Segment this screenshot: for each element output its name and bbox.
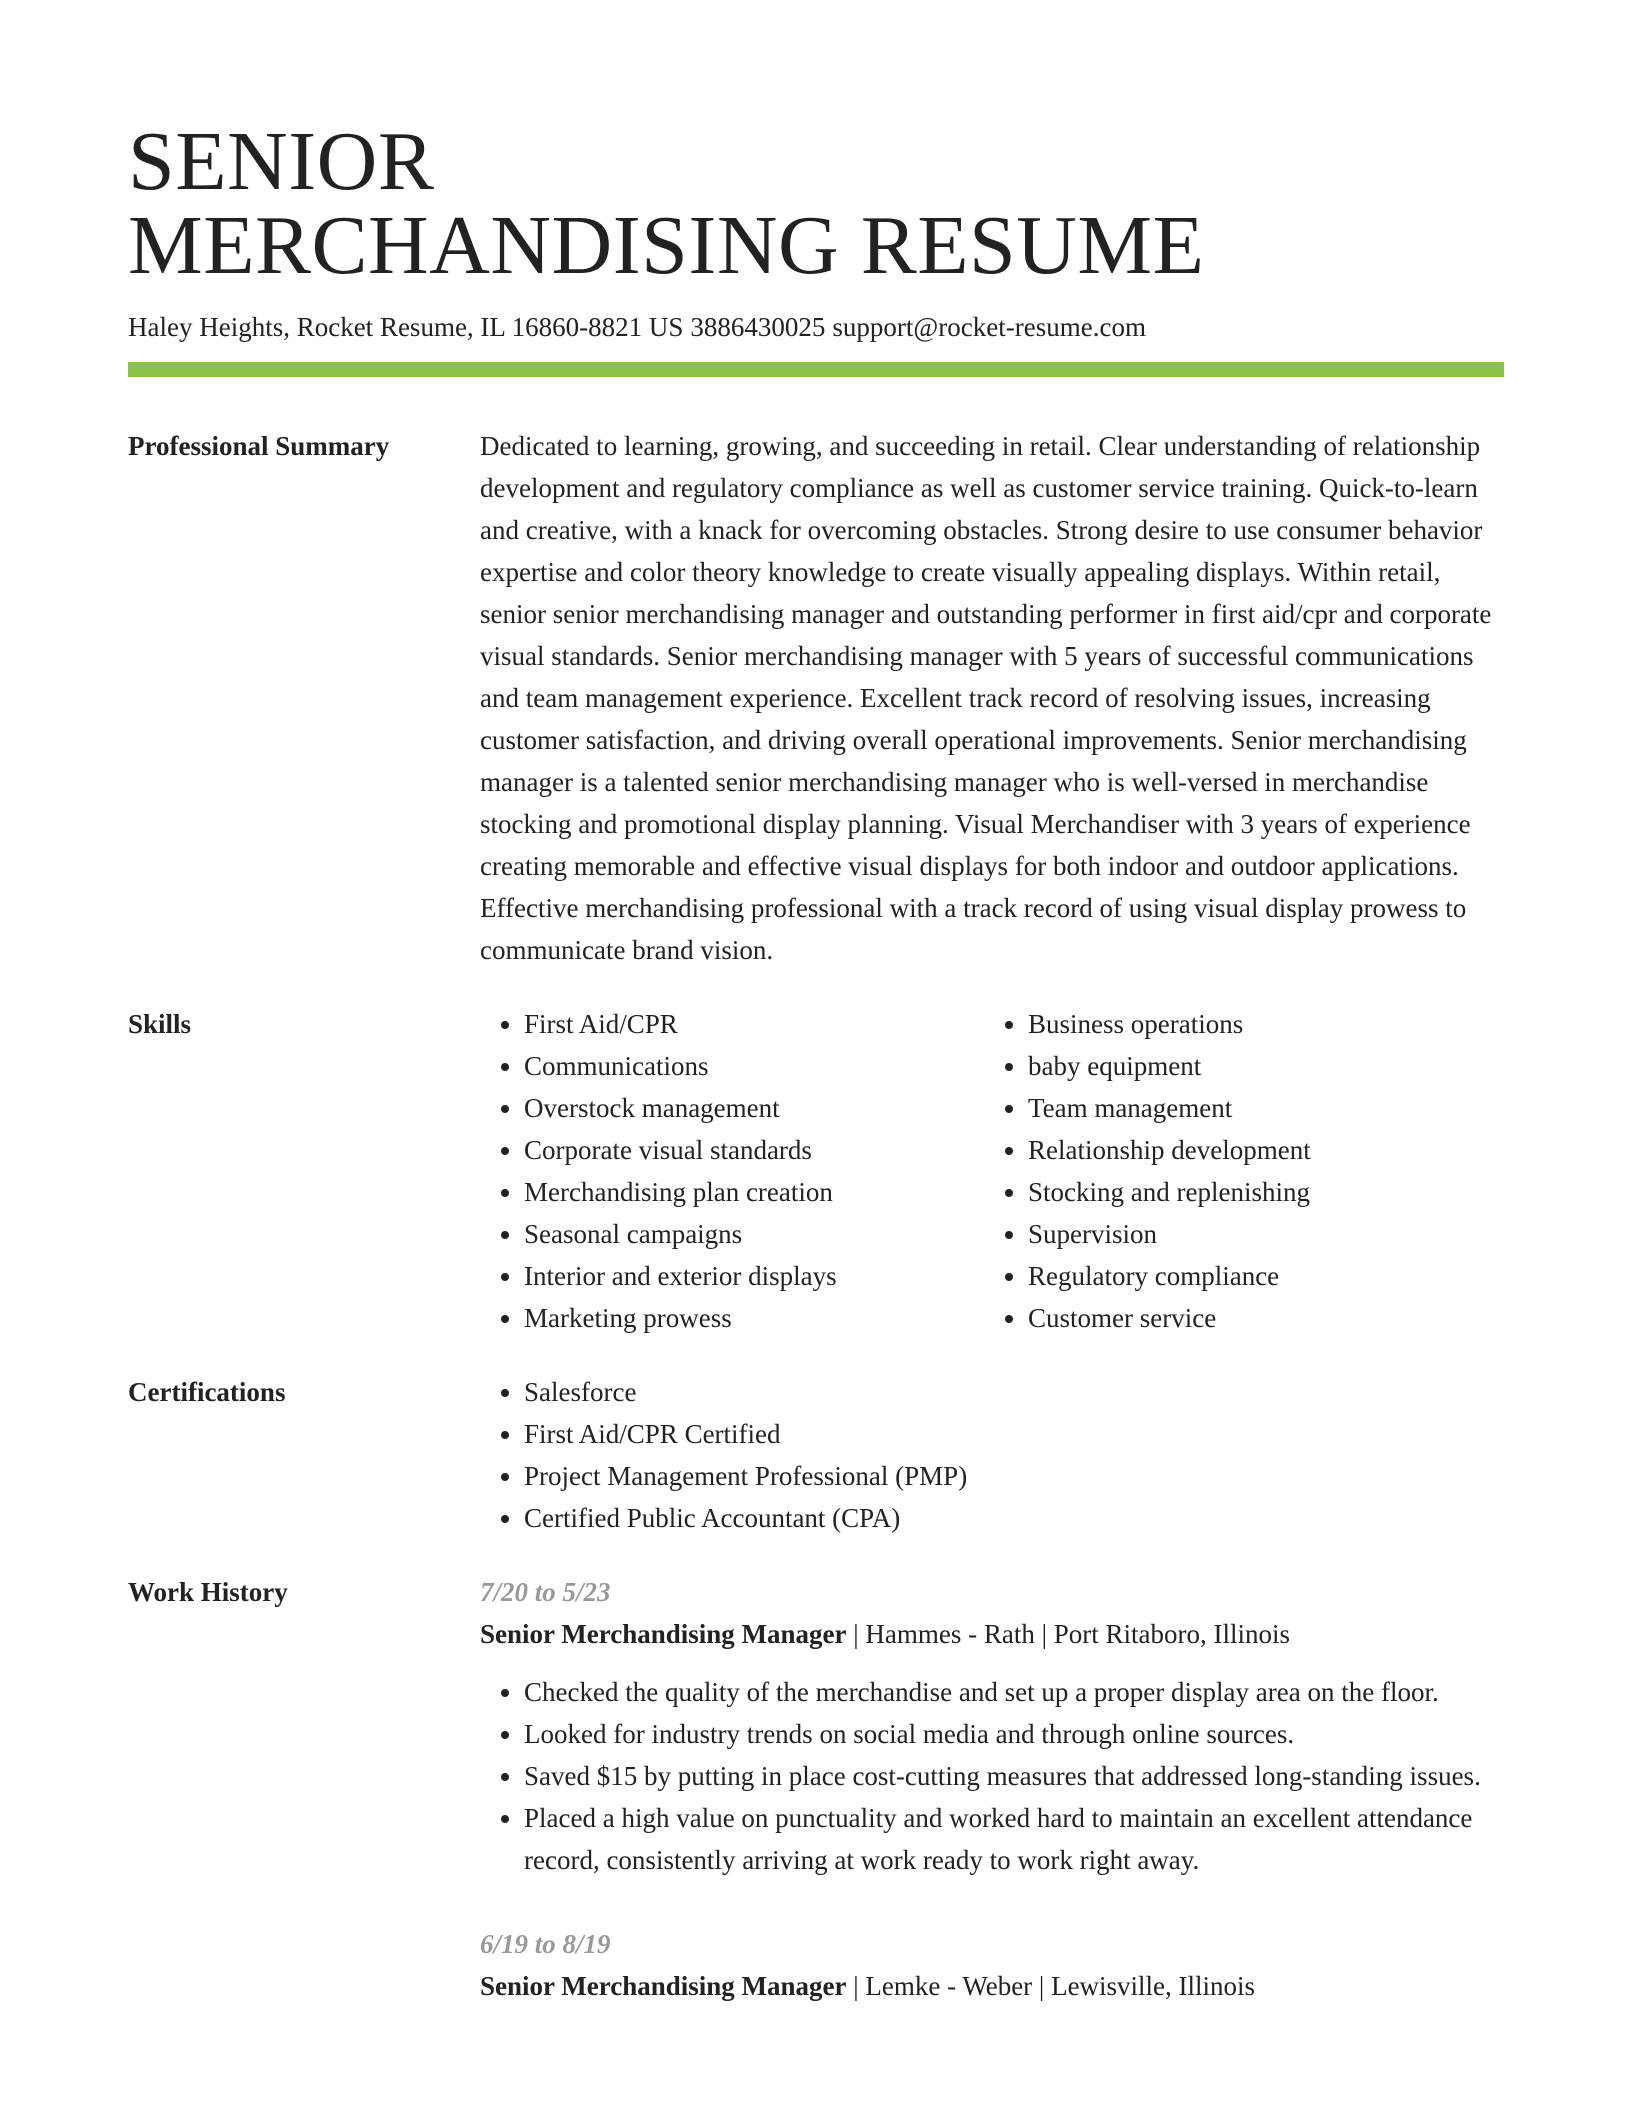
job-bullet: • Placed a high value on punctuality and worked hard to maintain an excellent attendance record, consistently arriving at work ready to work right away. — [524, 1797, 1504, 1881]
job-entry — [480, 1923, 1504, 2007]
contact-phone: 3886430025 — [690, 312, 826, 342]
skills-list-left — [480, 1003, 984, 1339]
certification-item: • Salesforce — [524, 1371, 1504, 1413]
contact-line — [128, 310, 1504, 344]
work-history-section — [128, 1571, 1504, 2023]
job-bullet: • Looked for industry trends on social media and through online sources. — [524, 1713, 1504, 1755]
job-dates: 7/20 to 5/23 — [480, 1577, 611, 1607]
certification-item: • Certified Public Accountant (CPA) — [524, 1497, 1504, 1539]
skill-item: • Regulatory compliance — [1028, 1255, 1488, 1297]
skill-item: • Marketing prowess — [524, 1297, 984, 1339]
professional-summary-section — [128, 425, 1504, 971]
section-label-certifications: Certifications — [128, 1377, 286, 1407]
skill-item: • Overstock management — [524, 1087, 984, 1129]
resume-page — [128, 115, 1504, 2023]
section-label-summary: Professional Summary — [128, 431, 390, 461]
skill-item: • Merchandising plan creation — [524, 1171, 984, 1213]
skills-body — [480, 1003, 1504, 1339]
skills-list-right — [984, 1003, 1488, 1339]
skill-item: • Customer service — [1028, 1297, 1488, 1339]
work-history-body — [480, 1571, 1504, 2023]
job-bullets — [480, 1671, 1504, 1881]
job-title: Senior Merchandising Manager — [480, 1619, 847, 1649]
job-details: | Lemke - Weber | Lewisville, Illinois — [846, 1971, 1256, 2001]
resume-title — [128, 115, 1504, 292]
skill-item: • Business operations — [1028, 1003, 1488, 1045]
skill-item: • Interior and exterior displays — [524, 1255, 984, 1297]
job-bullet: • Checked the quality of the merchandise and set up a proper display area on the floor. — [524, 1671, 1504, 1713]
contact-email: support@rocket-resume.com — [832, 312, 1146, 342]
job-entry — [480, 1571, 1504, 1881]
job-bullet: • Saved $15 by putting in place cost-cutting measures that addressed long-standing issues. — [524, 1755, 1504, 1797]
job-dates: 6/19 to 8/19 — [480, 1929, 611, 1959]
certification-item: • Project Management Professional (PMP) — [524, 1455, 1504, 1497]
skills-section — [128, 1003, 1504, 1339]
job-details: | Hammes - Rath | Port Ritaboro, Illinois — [846, 1619, 1291, 1649]
certifications-body — [480, 1371, 1504, 1539]
skill-item: • First Aid/CPR — [524, 1003, 984, 1045]
skill-item: • Seasonal campaigns — [524, 1213, 984, 1255]
job-title-line — [480, 1613, 1504, 1655]
section-label-work-history: Work History — [128, 1577, 288, 1607]
skills-columns — [480, 1003, 1504, 1339]
skill-item: • baby equipment — [1028, 1045, 1488, 1087]
header-divider — [128, 362, 1504, 377]
title-line-2: MERCHANDISING RESUME — [128, 199, 1205, 292]
certification-item: • First Aid/CPR Certified — [524, 1413, 1504, 1455]
summary-text: Dedicated to learning, growing, and succeeding in retail. Clear understanding of relationship development and regulatory compliance as well as customer service training. Quick-to-learn and creative, with a knack for overcoming obstacles. Strong desire to use consumer behavior expertise and color theory knowledge to create visually appealing displays. Within retail, senior senior merchandising manager and outstanding performer in first aid/cpr and corporate visual standards. Senior merchandising manager with 5 years of successful communications and team management experience. Excellent track record of resolving issues, increasing customer satisfaction, and driving overall operational improvements. Senior merchandising manager is a talented senior merchandising manager who is well-versed in merchandise stocking and promotional display planning. Visual Merchandiser with 3 years of experience creating memorable and effective visual displays for both indoor and outdoor applications. Effective merchandising professional with a track record of using visual display prowess to communicate brand vision. — [480, 431, 1492, 965]
section-label-skills: Skills — [128, 1009, 192, 1039]
job-title: Senior Merchandising Manager — [480, 1971, 847, 2001]
resume-header — [128, 115, 1504, 377]
certifications-section — [128, 1371, 1504, 1539]
skill-item: • Stocking and replenishing — [1028, 1171, 1488, 1213]
skill-item: • Relationship development — [1028, 1129, 1488, 1171]
certifications-list — [480, 1371, 1504, 1539]
contact-address: Haley Heights, Rocket Resume, IL 16860-8821 US — [128, 312, 684, 342]
skill-item: • Communications — [524, 1045, 984, 1087]
title-line-1: SENIOR — [128, 115, 435, 208]
job-title-line — [480, 1965, 1504, 2007]
skill-item: • Supervision — [1028, 1213, 1488, 1255]
skill-item: • Team management — [1028, 1087, 1488, 1129]
skill-item: • Corporate visual standards — [524, 1129, 984, 1171]
